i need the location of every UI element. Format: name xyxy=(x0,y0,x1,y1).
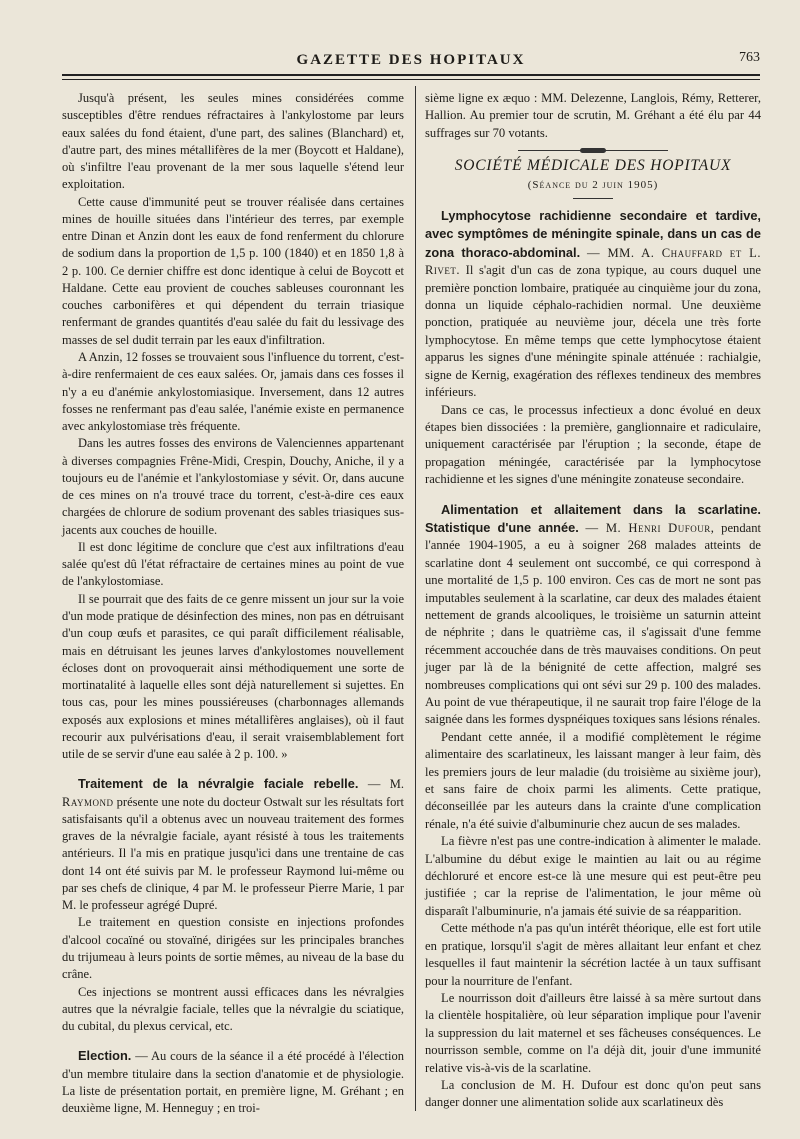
paragraph: Il se pourrait que des faits de ce genre missent un jour sur la voie d'un mode pratique de désinfection des mines, non pas en détruisant d'un coup œufs et parasites, ce qui paraît difficilement réalisable, mais en détruisant les jeunes larves d'ankylostomes nouvellement écloses dont on provoquerait ainsi méthodiquement une sorte de mortinatalité à laquelle elles sont déjà naturellement si sujettes. En tous cas, pour les mines poussiéreuses (charbonnages allemands exposés aux explosions et mines métallifères anglaises), où il faut recourir aux pulvérisations d'eau, il serait vraisemblablement fort utile de se servir d'une eau salée à 2 p. 100. » xyxy=(62,591,404,762)
page-number: 763 xyxy=(739,50,760,65)
paragraph: Pendant cette année, il a modifié complètement le régime alimentaire des scarlatineux, les laissant manger à leur faim, dès les premiers jours de leur maladie (du troisième au sixième jour), et sans faire de choix parmi les aliments. Cette pratique, déconseillée par les auteurs dans la crainte d'une complication rénale, n'a été suivie d'albuminurie chez aucun de ses malades. xyxy=(425,729,761,831)
article-heading: Alimentation et allaitement dans la scarlatine. Statistique d'une année. xyxy=(425,501,761,535)
dash-text: — M. xyxy=(367,777,405,792)
section-title: SOCIÉTÉ MÉDICALE DES HOPITAUX xyxy=(454,157,732,175)
paragraph-text: pendant l'année 1904-1905, a eu à soigner 268 malades atteints de scarlatine dont 4 seulement ont succombé, ce qui correspond à une mortalité de 1,5 p. 100 environ. Ces cas de mort ne sont pas imputables seulement à la scarlatine, car deux des malades étaient nettement de grands alcooliques, le troisième un saturnin atteint de néphrite ; dans le quatrième cas, il s'agissait d'une femme récemment accouchée dans de très mauvaises conditions. On peut juger par là de la bénignité de cette affection, malgré ses nombreuses complications qui ont sévi sur 29 p. 100 des malades. Au point de vue thérapeutique, il ne saurait trop faire l'éloge de la saignée dans les formes dyspnéiques toxiques sans lésions rénales. xyxy=(425,520,762,727)
paragraph-text: — Au cours de la séance il a été procédé à l'élection d'un membre titulaire dans la section d'anatomie et de physiologie. La liste de présentation portait, en première ligne, M. Gréhant ; en deuxième ligne, M. Henneguy ; en troi- xyxy=(62,1049,405,1116)
paragraph-text: présente une note du docteur Ostwalt sur les résultats fort satisfaisants qu'il a obtenus avec un nouveau traitement des formes graves de la névralgie faciale, ayant résisté à tous les traitements antérieurs. Il l'a mis en pratique jusqu'ici dans une trentaine de cas dont 14 ont été suivis par M. le professeur Raymond lui-même ou par ses chefs de clinique, 4 par M. le professeur Pierre Marie, 1 par M. le professeur agrégé Dupré. xyxy=(62,794,404,913)
journal-title: GAZETTE DES HOPITAUX xyxy=(296,52,526,68)
paragraph: Cette méthode n'a pas qu'un intérêt théorique, elle est fort utile en pratique, lorsqu'il s'agit de mères allaitant leur enfant et chez lesquelles il faut maintenir la sécrétion lactée à un taux suffisant pour la nourriture de l'enfant. xyxy=(425,921,761,988)
short-rule xyxy=(573,198,613,199)
paragraph: Jusqu'à présent, les seules mines considérées comme susceptibles d'être rendues réfractaires à l'ankylostome par leurs eaux salées du fond étaient, d'une part, des salines (Blanchard) et, d'autre part, des mines métallifères de la mer (Boycott et Haldane), où s'infiltre l'eau provenant de la mer sous laquelle s'étend leur exploitation. xyxy=(62,91,404,192)
paragraph: Dans ce cas, le processus infectieux a donc évolué en deux étapes bien dissociées : la première, ganglionnaire et radiculaire, uniquement caractérisée par l'éruption ; la seconde, étape de propagation méningée, caractérisée par la lymphocytose rachidienne et les signes d'une méningite zonateuse secondaire. xyxy=(425,402,761,487)
paragraph-text: Il s'agit d'un cas de zona typique, au cours duquel une première ponction lombaire, pratiquée au cinquième jour du zona, donna un liquide céphalo-rachidien normal. Une deuxième ponction, pratiquée au neuvième jour, décela une très forte lymphocytose. En même temps que cette lymphocytose étaient apparus les signes d'une méningite spinale atténuée : rachialgie, signe de Kernig, exagération des réflexes tendineux des membres inférieurs. xyxy=(425,263,761,400)
article-neuralgia xyxy=(62,775,404,914)
column-separator xyxy=(415,86,416,1111)
article-heading: Lymphocytose rachidienne secondaire et tardive, avec symptômes de méningite spinale, dans un cas de zona thoraco-abdominal. xyxy=(425,208,761,260)
paragraph: Le nourrisson doit d'ailleurs être laissé à sa mère surtout dans la clientèle hospitalière, où leur séparation implique pour l'avenir la suppression du lait maternel et ses fâcheuses conséquences. Le nourrisson semble, comme on l'a déjà dit, jouir d'une immunité relative vis-à-vis de la scarlatine. xyxy=(425,990,761,1075)
author-names: — MM. A. Chauffard et L. Rivet. xyxy=(425,245,761,278)
paragraph: La fièvre n'est pas une contre-indication à alimenter le malade. L'albumine du début exige le maintien au lait ou au régime déchloruré et encore est-ce là une mesure qui est peut-être peu justifiée ; car la reprise de l'alimentation, le jour même où disparaît l'albuminurie, n'a jamais été suivie de sa réapparition. xyxy=(425,834,761,918)
ornament-rule xyxy=(518,150,668,151)
header-rule-thick xyxy=(62,74,760,76)
paragraph: Le traitement en question consiste en injections profondes d'alcool cocaïné ou stovaïné, dirigées sur les principales branches du trijumeau à leurs points de sortie mêmes, au niveau de la base du crâne. xyxy=(62,915,404,982)
article-heading: Traitement de la névralgie faciale rebelle. xyxy=(78,776,359,792)
page-header xyxy=(62,46,760,74)
header-rule-thin xyxy=(62,79,760,80)
section-subtitle: (Séance du 2 juin 1905) xyxy=(527,178,659,191)
paragraph: A Anzin, 12 fosses se trouvaient sous l'influence du torrent, c'est-à-dire renfermaient de ces eaux salées. Or, jamais dans ces fosses il n'y a eu d'anémie ankylostomiasique. Inversement, dans 12 autres fosses ne renfermant pas d'eau salée, l'anémie existe en permanence avec ankylostomiase très fréquente. xyxy=(62,349,404,434)
article-election xyxy=(62,1047,404,1117)
author-name: — M. Henri Dufour, xyxy=(585,520,715,535)
paragraph: Dans les autres fosses des environs de Valenciennes appartenant à diverses compagnies Frêne-Midi, Crespin, Douchy, Aniche, il y a toujours eu de l'anémie et l'ankylostomiase y sévit. Or, dans aucune de ces mines on n'a trouvé trace du torrent, c'est-à-dire ces eaux chargées de chlorure de sodium provenant des sables triasiques sus-jacents aux couches de houille. xyxy=(62,436,404,537)
paragraph: sième ligne ex æquo : MM. Delezenne, Langlois, Rémy, Retterer, Hallion. Au premier tour de scrutin, M. Gréhant a été élu par 44 suffrages sur 70 votants. xyxy=(425,91,761,140)
paragraph: La conclusion de M. H. Dufour est donc qu'on peut sans danger donner une alimentation solide aux scarlatineux dès xyxy=(425,1077,761,1110)
article-heading: Election. xyxy=(78,1048,132,1064)
paragraph: Cette cause d'immunité peut se trouver réalisée dans certaines mines de houille situées dans l'intérieur des terres, par exemple entre Dinan et Anzin dont les eaux de fond renferment du chlorure de sodium dans la proportion de 1,5 p. 100 (1840) et en 1850 1,8 à 2 p. 100. Ce dernier chiffre est donc identique à celui de Boycott et Haldane. Cette eau provient de couches sableuses couronnant les couches carbonifères et qui dépendent du terrain triasique renfermant de grandes quantités d'eau salée du fait du lessivage des masses de sel dudit terrain par les eaux d'infiltration. xyxy=(62,194,404,347)
ornament-center xyxy=(580,148,606,153)
left-column xyxy=(62,90,404,1117)
author-name: Raymond xyxy=(62,794,114,809)
article-scarlatine xyxy=(425,501,761,729)
paragraph: Ces injections se montrent aussi efficaces dans les névralgies autres que la névralgie faciale, telles que la névralgie du sciatique, du cubital, du plexus cervical, etc. xyxy=(62,984,404,1034)
right-column xyxy=(425,90,761,1112)
article-lymphocytose xyxy=(425,207,761,401)
paragraph: Il est donc légitime de conclure que c'est aux infiltrations d'eau salée qu'est dû l'état réfractaire de certaines mines au point de vue de l'ankylostomiase. xyxy=(62,539,404,589)
